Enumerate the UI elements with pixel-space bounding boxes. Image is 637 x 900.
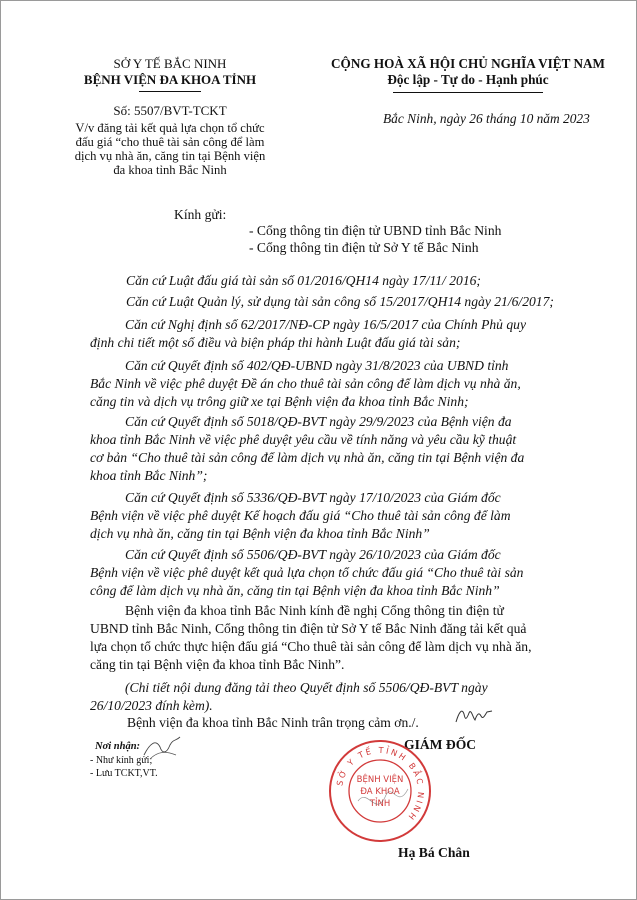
doc-subject-line: V/v đăng tải kết quả lựa chọn tổ chức bbox=[75, 121, 265, 135]
paragraph-line: Căn cứ Quyết định số 5506/QĐ-BVT ngày 26/10/2023 của Giám đốc bbox=[125, 547, 501, 562]
paragraph-line: Bệnh viện đa khoa tỉnh Bắc Ninh kính đề nghị Cổng thông tin điện tử bbox=[125, 603, 504, 618]
paragraph-line: cơ bản “Cho thuê tài sản công để làm dịch vụ nhà ăn, căng tin tại Bệnh viện đa bbox=[90, 450, 525, 465]
paragraph-line: định chi tiết một số điều và biện pháp thi hành Luật đấu giá tài sản; bbox=[90, 335, 461, 350]
recipient-item: - Cổng thông tin điện tử UBND tỉnh Bắc Ninh bbox=[249, 223, 502, 238]
official-stamp bbox=[328, 739, 432, 843]
paragraph-line: Căn cứ Quyết định số 5336/QĐ-BVT ngày 17/10/2023 của Giám đốc bbox=[125, 490, 501, 505]
noi-nhan-item: - Như kính gửi; bbox=[90, 755, 153, 766]
nation-motto: Độc lập - Tự do - Hạnh phúc bbox=[387, 72, 549, 87]
basis-paragraph bbox=[90, 357, 580, 411]
paragraph-line: Căn cứ Quyết định số 402/QĐ-UBND ngày 31/8/2023 của UBND tỉnh bbox=[125, 358, 509, 373]
recipients-label: Kính gửi: bbox=[174, 207, 227, 222]
paragraph-line: UBND tỉnh Bắc Ninh, Cổng thông tin điện tử Sở Y tế Bắc Ninh đăng tải kết quả bbox=[90, 621, 527, 636]
basis-paragraph bbox=[90, 316, 580, 352]
doc-subject-line: đa khoa tỉnh Bắc Ninh bbox=[113, 163, 227, 177]
stamp-center-line: BỆNH VIỆN bbox=[356, 775, 404, 785]
stamp-ring-text: SỞ Y TẾ TỈNH BẮC NINH bbox=[334, 744, 427, 824]
basis-paragraph bbox=[90, 413, 580, 485]
basis-paragraph bbox=[90, 546, 580, 600]
receiver-scribble bbox=[140, 733, 184, 763]
thanks-line: Bệnh viện đa khoa tỉnh Bắc Ninh trân trọng cảm ơn./. bbox=[127, 715, 419, 730]
doc-subject-line: đấu giá “cho thuê tài sản công để làm bbox=[75, 135, 265, 149]
doc-date: Bắc Ninh, ngày 26 tháng 10 năm 2023 bbox=[383, 111, 590, 126]
noi-nhan-item: - Lưu TCKT,VT. bbox=[90, 768, 158, 779]
nation-title: CỘNG HOÀ XÃ HỘI CHỦ NGHĨA VIỆT NAM bbox=[331, 56, 605, 71]
initial-scribble bbox=[453, 704, 495, 728]
noi-nhan-label: Nơi nhận: bbox=[95, 741, 141, 752]
paragraph-line: lựa chọn tổ chức thực hiện đấu giá “Cho thuê tài sản công để làm dịch vụ nhà ăn, bbox=[90, 639, 532, 654]
signer-name: Hạ Bá Chân bbox=[398, 845, 470, 860]
paragraph-line: công để làm dịch vụ nhà ăn, căng tin tại Bệnh viện đa khoa tỉnh Bắc Ninh” bbox=[90, 583, 500, 598]
header-left-rule bbox=[139, 91, 201, 92]
paragraph-line: Bắc Ninh về việc phê duyệt Đề án cho thuê tài sản công để làm dịch vụ nhà ăn, bbox=[90, 376, 521, 391]
org-parent: SỞ Y TẾ BẮC NINH bbox=[113, 56, 227, 71]
header-right bbox=[318, 56, 618, 93]
detail-paragraph bbox=[90, 679, 580, 715]
paragraph-line: 26/10/2023 đính kèm). bbox=[90, 698, 213, 713]
paragraph-line: (Chi tiết nội dung đăng tải theo Quyết định số 5506/QĐ-BVT ngày bbox=[125, 680, 488, 695]
basis-paragraph: Căn cứ Luật đấu giá tài sản số 01/2016/QH14 ngày 17/11/ 2016; bbox=[126, 273, 481, 288]
basis-paragraph: Căn cứ Luật Quản lý, sử dụng tài sản công số 15/2017/QH14 ngày 21/6/2017; bbox=[126, 294, 554, 309]
paragraph-line: Bệnh viện về việc phê duyệt kết quả lựa chọn tổ chức đấu giá “Cho thuê tài sản bbox=[90, 565, 524, 580]
paragraph-line: Căn cứ Quyết định số 5018/QĐ-BVT ngày 29/9/2023 của Bệnh viện đa bbox=[125, 414, 512, 429]
signer-title: GIÁM ĐỐC bbox=[404, 737, 477, 752]
header-right-rule bbox=[393, 92, 543, 93]
header-left bbox=[70, 56, 270, 177]
paragraph-line: Căn cứ Nghị định số 62/2017/NĐ-CP ngày 16/5/2017 của Chính Phủ quy bbox=[125, 317, 526, 332]
paragraph-line: căng tin tại Bệnh viện đa khoa tỉnh Bắc Ninh”. bbox=[90, 657, 345, 672]
basis-paragraph bbox=[90, 489, 580, 543]
stamp-center-line: TỈNH bbox=[369, 799, 391, 809]
doc-number: Số: 5507/BVT-TCKT bbox=[113, 103, 227, 118]
doc-subject-line: dịch vụ nhà ăn, căng tin tại Bệnh viện bbox=[74, 149, 266, 163]
paragraph-line: căng tin và dịch vụ trông giữ xe tại Bệnh viện đa khoa tỉnh Bắc Ninh; bbox=[90, 394, 469, 409]
paragraph-line: Bệnh viện về việc phê duyệt Kế hoạch đấu giá “Cho thuê tài sản công để làm bbox=[90, 508, 511, 523]
paragraph-line: dịch vụ nhà ăn, căng tin tại Bệnh viện đa khoa tỉnh Bắc Ninh” bbox=[90, 526, 430, 541]
request-paragraph bbox=[90, 602, 580, 674]
paragraph-line: khoa tỉnh Bắc Ninh”; bbox=[90, 468, 208, 483]
doc-subject bbox=[70, 121, 270, 177]
recipient-item: - Cổng thông tin điện tử Sở Y tế Bắc Ninh bbox=[249, 240, 479, 255]
org-name: BỆNH VIỆN ĐA KHOA TỈNH bbox=[83, 72, 257, 87]
stamp-center-line: ĐA KHOA bbox=[360, 787, 400, 797]
paragraph-line: khoa tỉnh Bắc Ninh về việc phê duyệt yêu cầu về tính năng và yêu cầu kỹ thuật bbox=[90, 432, 517, 447]
